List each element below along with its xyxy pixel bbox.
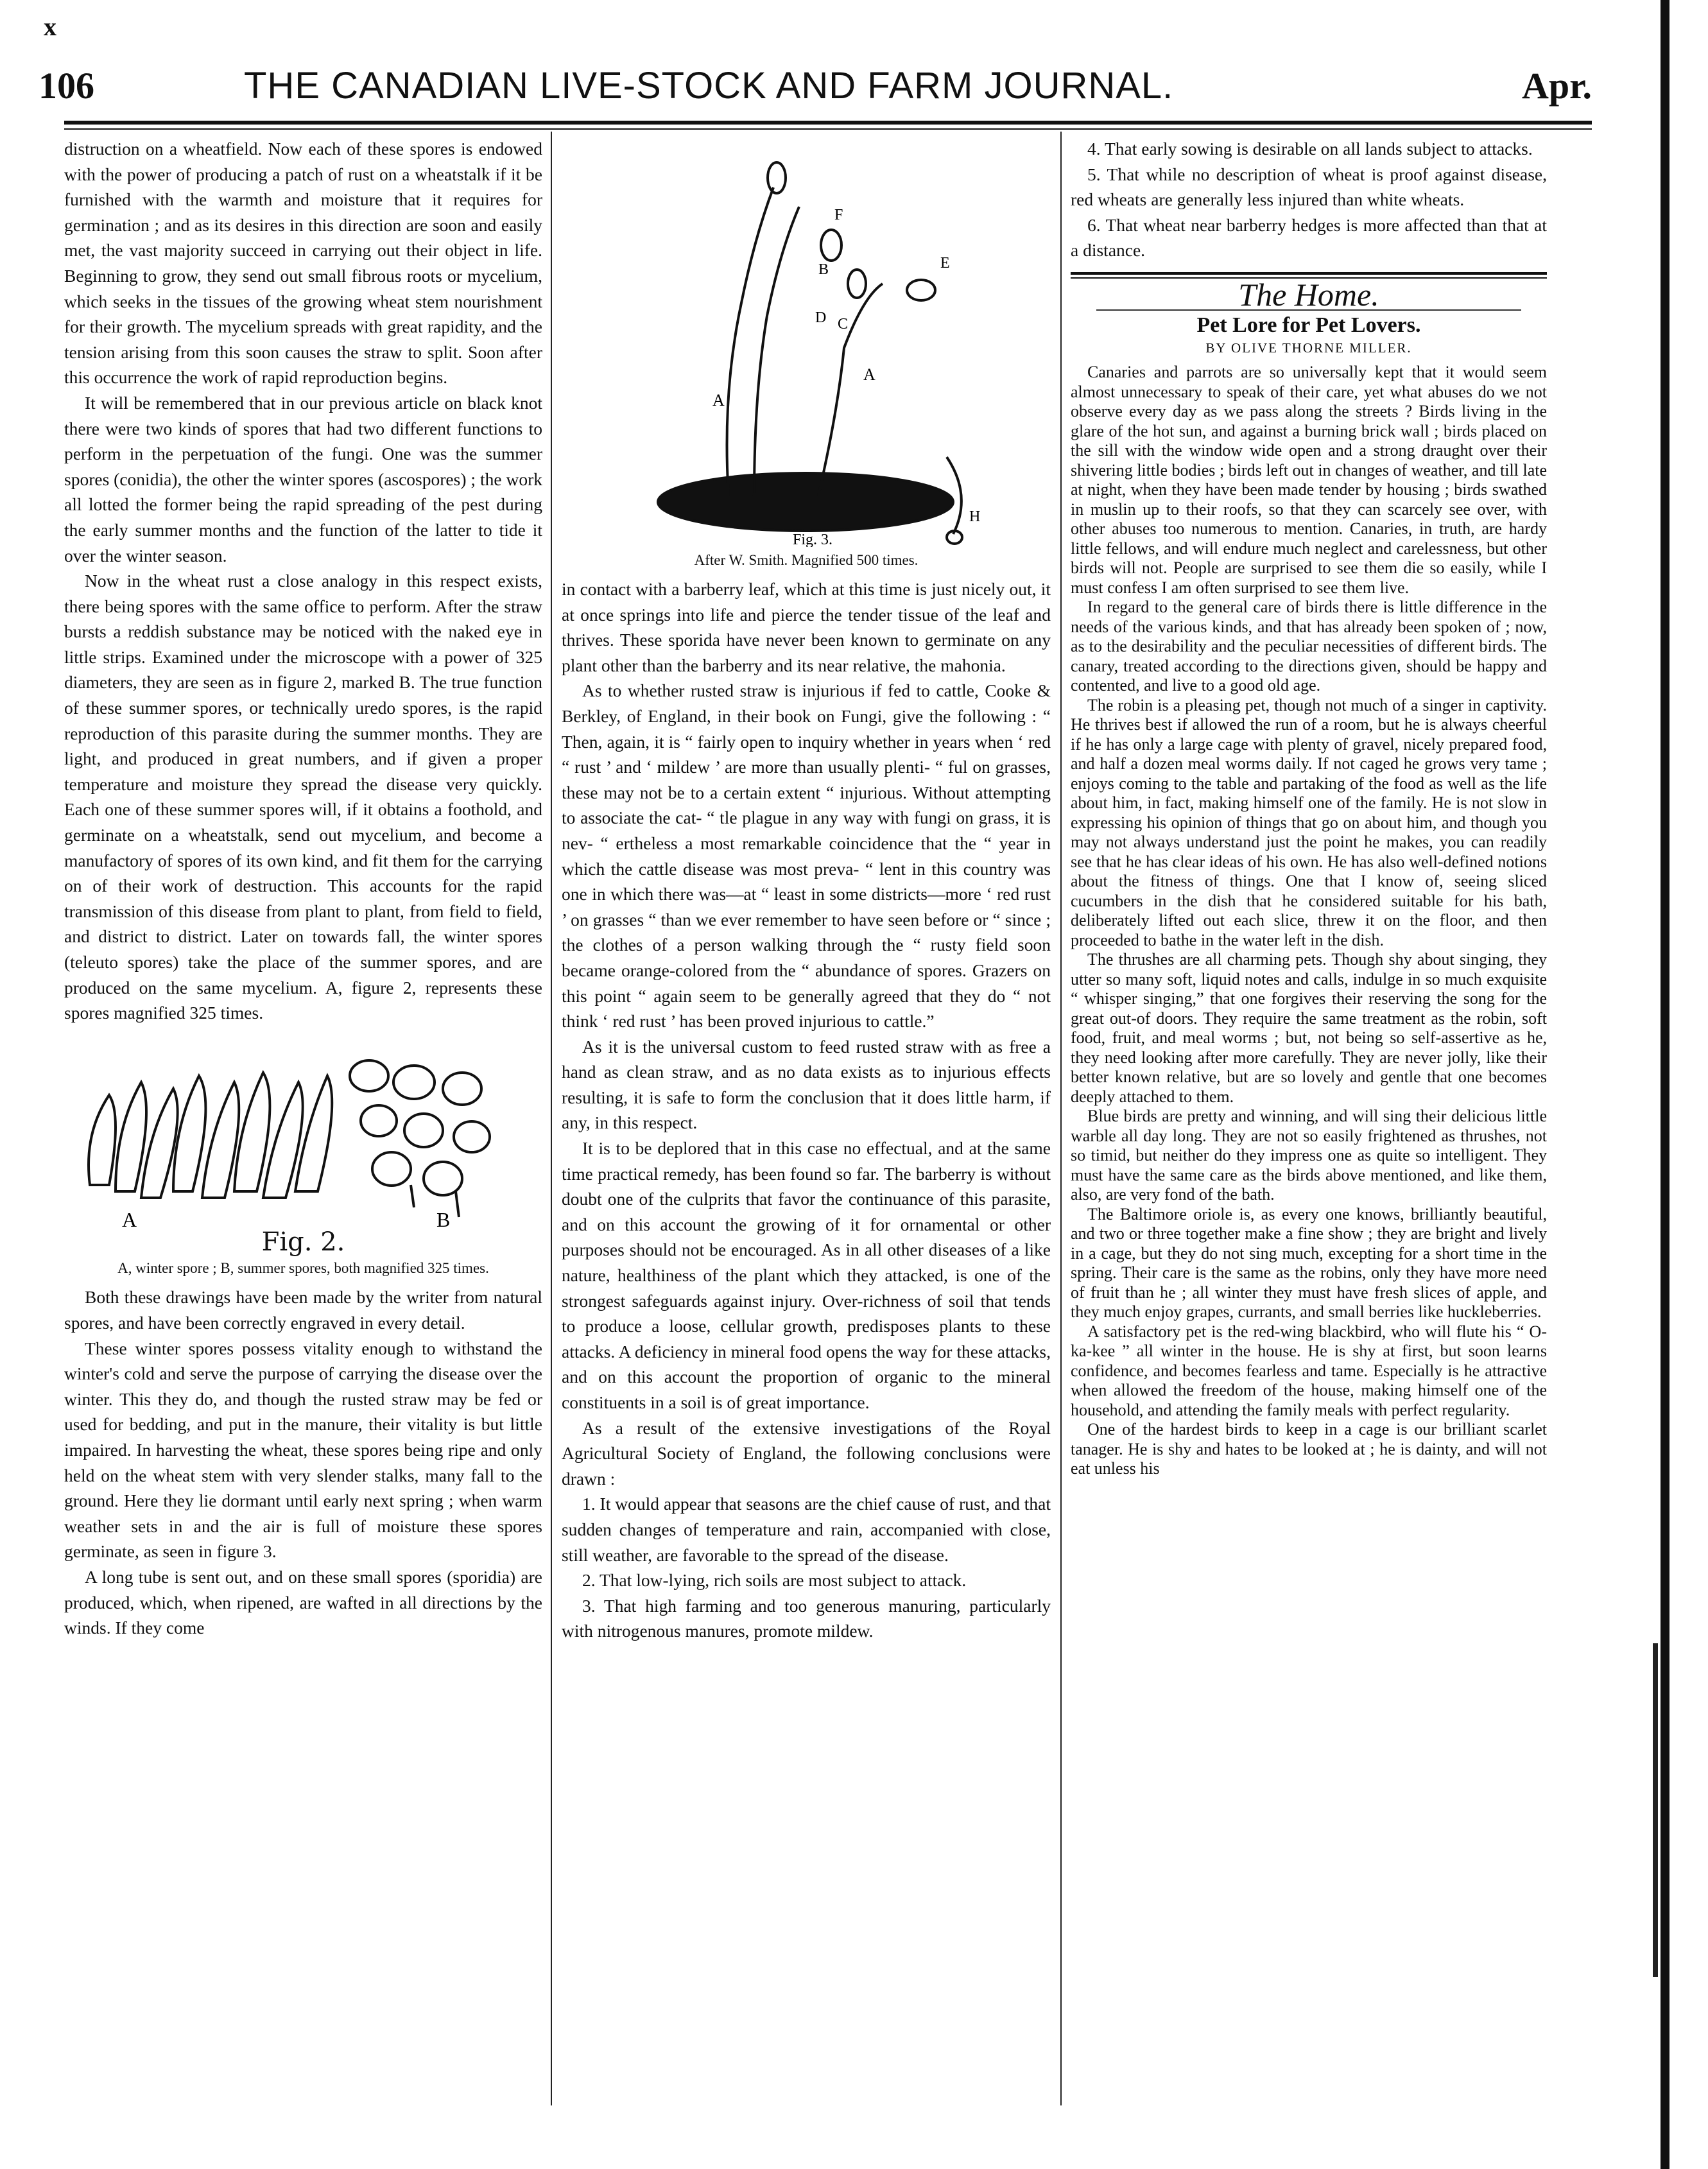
list-item: 5. That while no description of wheat is proof against disease, red wheats are generally less injured than white wheats. bbox=[1071, 164, 1547, 210]
paragraph: A long tube is sent out, and on these small spores (sporidia) are produced, which, when ripened, are wafted in all directions by the winds. If they come bbox=[64, 1566, 542, 1638]
teleuto-spore-base bbox=[658, 473, 953, 531]
figure-2-drawing bbox=[64, 1037, 542, 1230]
header-rule bbox=[64, 121, 1592, 125]
figure-2-label-a: A bbox=[122, 1207, 137, 1230]
paragraph: Canaries and parrots are so universally kept that it would seem almost unnecessary to speak of their care, yet what abuses do we not observe every day as we pass along the streets ? Birds living in the glare of the hot sun, and against a burning brick wall ; birds placed on the sill with the window wide open and a strong draught over their shivering little bodies ; birds left out in changes of weather, and till late at night, when they have been made tender by housing ; birds swathed in muslin up to their roofs, so that they can scarcely see over, with other abuses too numerous to mention. Canaries, in truth, are hardy little fellows, and will endure much neglect and carelessness, but other birds will not. People are surprised to see them die so easily, while I must confess I am often surprised to see them live. bbox=[1071, 363, 1547, 597]
list-item: 6. That wheat near barberry hedges is more affected than that at a distance. bbox=[1071, 214, 1547, 261]
figure-3-label: D bbox=[815, 309, 827, 326]
issue-month: Apr. bbox=[1521, 65, 1592, 107]
article-byline: BY OLIVE THORNE MILLER. bbox=[1205, 340, 1412, 356]
figure-3-drawing bbox=[562, 136, 1051, 547]
journal-title: THE CANADIAN LIVE-STOCK AND FARM JOURNAL. bbox=[244, 65, 1174, 107]
sporidium bbox=[848, 270, 866, 298]
figure-2-title: Fig. 2. bbox=[261, 1227, 345, 1257]
paragraph: The Baltimore oriole is, as every one knows, brilliantly beautiful, and two or three together make a fine show ; they are bright and lively in a cage, but they do not sing much, excepting for a short time in the spring. Their care is the same as the robins, only they have more need of fruit than he ; all winter they must have fresh slices of apple, and they much enjoy grapes, currants, and small berries like huckleberries. bbox=[1071, 1204, 1547, 1322]
germ-tube bbox=[818, 284, 883, 496]
article-title: Pet Lore for Pet Lovers. bbox=[1196, 313, 1421, 338]
summer-spore bbox=[350, 1060, 388, 1091]
paragraph: In regard to the general care of birds there is little difference in the needs of the various kinds, and that has already been spoken of ; now, as to the desirability and the peculiar necessities of different birds. The canary, treated according to the directions given, should be happy and contented, and live to a good old age. bbox=[1071, 598, 1547, 695]
sporidium bbox=[768, 162, 786, 193]
winter-spore bbox=[116, 1082, 146, 1191]
figure-3 bbox=[562, 136, 1051, 570]
figure-3-label: A bbox=[863, 365, 876, 384]
summer-spore bbox=[454, 1121, 490, 1152]
list-item: 1. It would appear that seasons are the chief cause of rust, and that sudden changes of temperature and rain, accompanied with close, still weather, are favorable to the spread of the disease. bbox=[562, 1494, 1051, 1565]
column-3 bbox=[1071, 136, 1547, 1479]
paragraph: As it is the universal custom to feed rusted straw with as free a hand as clean straw, and as no data exists as to injurious effects resulting, it is safe to form the conclusion that it does little harm, if any, in this respect. bbox=[562, 1036, 1051, 1133]
figure-2 bbox=[64, 1037, 542, 1279]
germinating-spore-group bbox=[658, 162, 962, 544]
summer-spore bbox=[361, 1105, 397, 1136]
figure-2-label-b: B bbox=[436, 1207, 451, 1230]
paragraph: in contact with a barberry leaf, which at this time is just nicely out, it at once springs into life and pierce the tender tissue of the leaf and thrives. These sporida have never been known to germinate on any plant other than the barberry and its near relative, the mahonia. bbox=[562, 579, 1051, 675]
winter-spore bbox=[173, 1076, 205, 1191]
summer-spore bbox=[443, 1073, 481, 1105]
figure-2-caption: A, winter spore ; B, summer spores, both magnified 325 times. bbox=[117, 1260, 489, 1277]
germ-tube bbox=[754, 207, 799, 496]
column-divider bbox=[1060, 132, 1062, 2105]
list-item: 2. That low-lying, rich soils are most subject to attack. bbox=[582, 1570, 967, 1591]
summer-spore bbox=[404, 1114, 443, 1147]
figure-3-label: H bbox=[969, 508, 981, 525]
page-number: 106 bbox=[39, 65, 94, 107]
paragraph: One of the hardest birds to keep in a cage is our brilliant scarlet tanager. He is shy and hates to be looked at ; he is dainty, and will not eat unless his bbox=[1071, 1420, 1547, 1478]
column-2 bbox=[562, 136, 1051, 1644]
figure-3-label: C bbox=[838, 316, 849, 333]
paragraph: Now in the wheat rust a close analogy in this respect exists, there being spores with the same office to perform. After the straw bursts a reddish substance may be noticed with the naked eye in little strips. Examined under the microscope with a power of 325 diameters, they are seen as in figure 2, marked B. The true function of these summer spores, or technically uredo spores, is the rapid reproduction of this parasite during the summer months. They are light, and produced in great numbers, and if given a proper temperature and moisture they spread the disease very quickly. Each one of these summer spores will, if it obtains a foothold, and germinate on a wheatstalk, send out mycelium, and become a manufactory of spores of its own kind, and fit them for the carrying on of their work of destruction. This accounts for the rapid transmission of this disease from plant to plant, from field to field, and district to district. Later on towards fall, the winter spores (teleuto spores) take the place of the summer spores, and are produced on the same mycelium. A, figure 2, represents these spores magnified 325 times. bbox=[64, 571, 542, 1023]
corner-mark: x bbox=[44, 12, 56, 41]
scan-edge bbox=[1661, 0, 1669, 2169]
column-1 bbox=[64, 136, 542, 1641]
conclusions-continued bbox=[1071, 136, 1547, 263]
paragraph: distruction on a wheatfield. Now each of these spores is endowed with the power of producing a patch of rust on a wheatstalk if it be furnished with the warmth and moisture that it requires for germination ; and as its desires in this direction are soon and easily met, the vast majority succeed in carrying out their object in life. Beginning to grow, they send out small fibrous roots or mycelium, which seeks in the tissues of the growing wheat stem nourishment for their growth. The mycelium spreads with great rapidity, and the tension arising from this soon causes the straw to split. Soon after this occurrence the work of rapid reproduction begins. bbox=[64, 139, 542, 388]
list-item: 3. That high farming and too generous manuring, particularly with nitrogenous manures, promote mildew. bbox=[562, 1595, 1051, 1641]
paragraph: The robin is a pleasing pet, though not much of a singer in captivity. He thrives best if allowed the run of a room, but he is always cheerful if he has only a large cage with plenty of gravel, nicely prepared food, and half a dozen meal worms daily. If not caged he grows very tame ; enjoys coming to the table and partaking of the food as well as the life about him, in fact, making himself one of the family. He is not slow in expressing his opinion of things that go on about him, and though you may not always understand just the point he makes, you can readily see that he has clear ideas of his own. He has also well-defined notions about the fitness of things. One that I know of, seeing sliced cucumbers in the dish that he considered suitable for his bath, deliberately lifted out each slice, threw it on the floor, and then proceeded to bathe in the water left in the dish. bbox=[1071, 695, 1547, 949]
summer-spores-group bbox=[350, 1060, 490, 1217]
paragraph: Both these drawings have been made by the writer from natural spores, and have been correctly engraved in every detail. bbox=[64, 1287, 542, 1333]
winter-spore bbox=[234, 1073, 270, 1191]
figure-3-title: Fig. 3. bbox=[793, 531, 833, 547]
paragraph: The thrushes are all charming pets. Though shy about singing, they utter so many soft, liquid notes and calls, indulge in so much exquisite “ whisper singing,” that one forgives their reserving the song for the great out-of doors. They require the same treatment as the robin, soft food, fruit, and meal worms ; but, not being so self-assertive as he, they need looking after more carefully. They are never jolly, like their better known relative, but are so lovely and gentle that one becomes deeply attached to them. bbox=[1071, 950, 1547, 1106]
page-header bbox=[39, 64, 1592, 109]
figure-3-label: E bbox=[940, 255, 950, 272]
scan-edge-shadow bbox=[1653, 1643, 1658, 1977]
summer-spore bbox=[424, 1162, 462, 1195]
summer-spore bbox=[393, 1066, 435, 1099]
figure-3-label: A bbox=[712, 391, 725, 410]
header-rule-thin bbox=[64, 128, 1592, 130]
paragraph: A satisfactory pet is the red-wing blackbird, who will flute his “ O-ka-kee ” all winter in the house. He is shy at first, but soon learns confidence, and becomes fearless and tame. Especially is he attractive when allowed the freedom of the house, making himself one of the household, and attending the family meals with perfect regularity. bbox=[1071, 1322, 1547, 1419]
winter-spore bbox=[202, 1082, 239, 1198]
paragraph: As to whether rusted straw is injurious if fed to cattle, Cooke & Berkley, of England, in their book on Fungi, give the following : “ Then, again, it is “ fairly open to inquiry whether in years when ‘ red “ rust ’ and ‘ mildew ’ are more than usually plenti- “ ful on grasses, these may not be to a certain extent “ injurious. Without attempting to associate the cat- “ tle plague in any way with fungi on grass, it is nev- “ ertheless a most remarkable coincidence that the “ year in which the cattle disease was most preva- “ lent in this country was one in which there was—at “ least in some districts—more ‘ red rust ’ on grasses “ than we ever remember to have seen before or “ since ; the clothes of a person walking through the “ rusty field soon became orange-colored from the “ abundance of spores. Grazers on this point “ again seem to be generally agreed that they do “ not think ‘ red rust ’ has been proved injurious to cattle.” bbox=[562, 680, 1051, 1032]
paragraph: As a result of the extensive investigations of the Royal Agricultural Society of England, the following conclusions were drawn : bbox=[562, 1417, 1051, 1489]
sporidium bbox=[907, 280, 935, 300]
germ-tube bbox=[727, 187, 774, 496]
column-divider bbox=[551, 132, 552, 2105]
paragraph: Blue birds are pretty and winning, and will sing their delicious little warble all day long. They are not so easily frightened as thrushes, not so timid, but neither do they impress one as quite so intelligent. They must have the same care as the birds above mentioned, and like them, also, are very fond of the bath. bbox=[1071, 1107, 1547, 1204]
list-item: 4. That early sowing is desirable on all lands subject to attacks. bbox=[1087, 139, 1533, 159]
summer-spore bbox=[372, 1152, 411, 1186]
paragraph: It will be remembered that in our previous article on black knot there were two kinds of spores that had two different functions to perform in the perpetuation of the fungi. One was the summer spores (conidia), the other the winter spores (ascospores) ; the work all lotted the former being the rapid spreading of the pest during the early summer months and the function of the latter to tide it over the winter season. bbox=[64, 392, 542, 566]
section-title: The Home. bbox=[1238, 276, 1379, 313]
paragraph: It is to be deplored that in this case no effectual, and at the same time practical remedy, has been found so far. The barberry is without doubt one of the culprits that favor the continuance of this parasite, and on this account the growing of it for ornamental or other purposes should not be encouraged. As in all other diseases of a like nature, healthiness of the plant which they attacked, is one of the strongest safeguards against injury. Over-richness of soil that tends to produce a loose, cellular growth, predisposes plants to these attacks. A deficiency in mineral food opens the way for these attacks, and on this account the proportion of organic to the mineral constituents in a soil is of great importance. bbox=[562, 1138, 1051, 1412]
sporidium bbox=[821, 230, 841, 261]
winter-spores-group bbox=[89, 1073, 332, 1198]
paragraph: These winter spores possess vitality enough to withstand the winter's cold and serve the purpose of carrying the disease over the winter. This they do, and though the rusted straw may be fed or used for bedding, and put in the manure, their vitality is but little impaired. In harvesting the wheat, these spores being ripe and only held on the wheat stem with very slender stalks, many fall to the ground. Here they lie dormant until early next spring ; when warm weather sets in and the air is full of moisture these spores germinate, as seen in figure 3. bbox=[64, 1338, 542, 1562]
winter-spore bbox=[89, 1095, 116, 1185]
figure-3-caption: After W. Smith. Magnified 500 times. bbox=[694, 552, 919, 568]
figure-3-label: F bbox=[834, 207, 843, 223]
figure-3-label: B bbox=[818, 261, 829, 278]
